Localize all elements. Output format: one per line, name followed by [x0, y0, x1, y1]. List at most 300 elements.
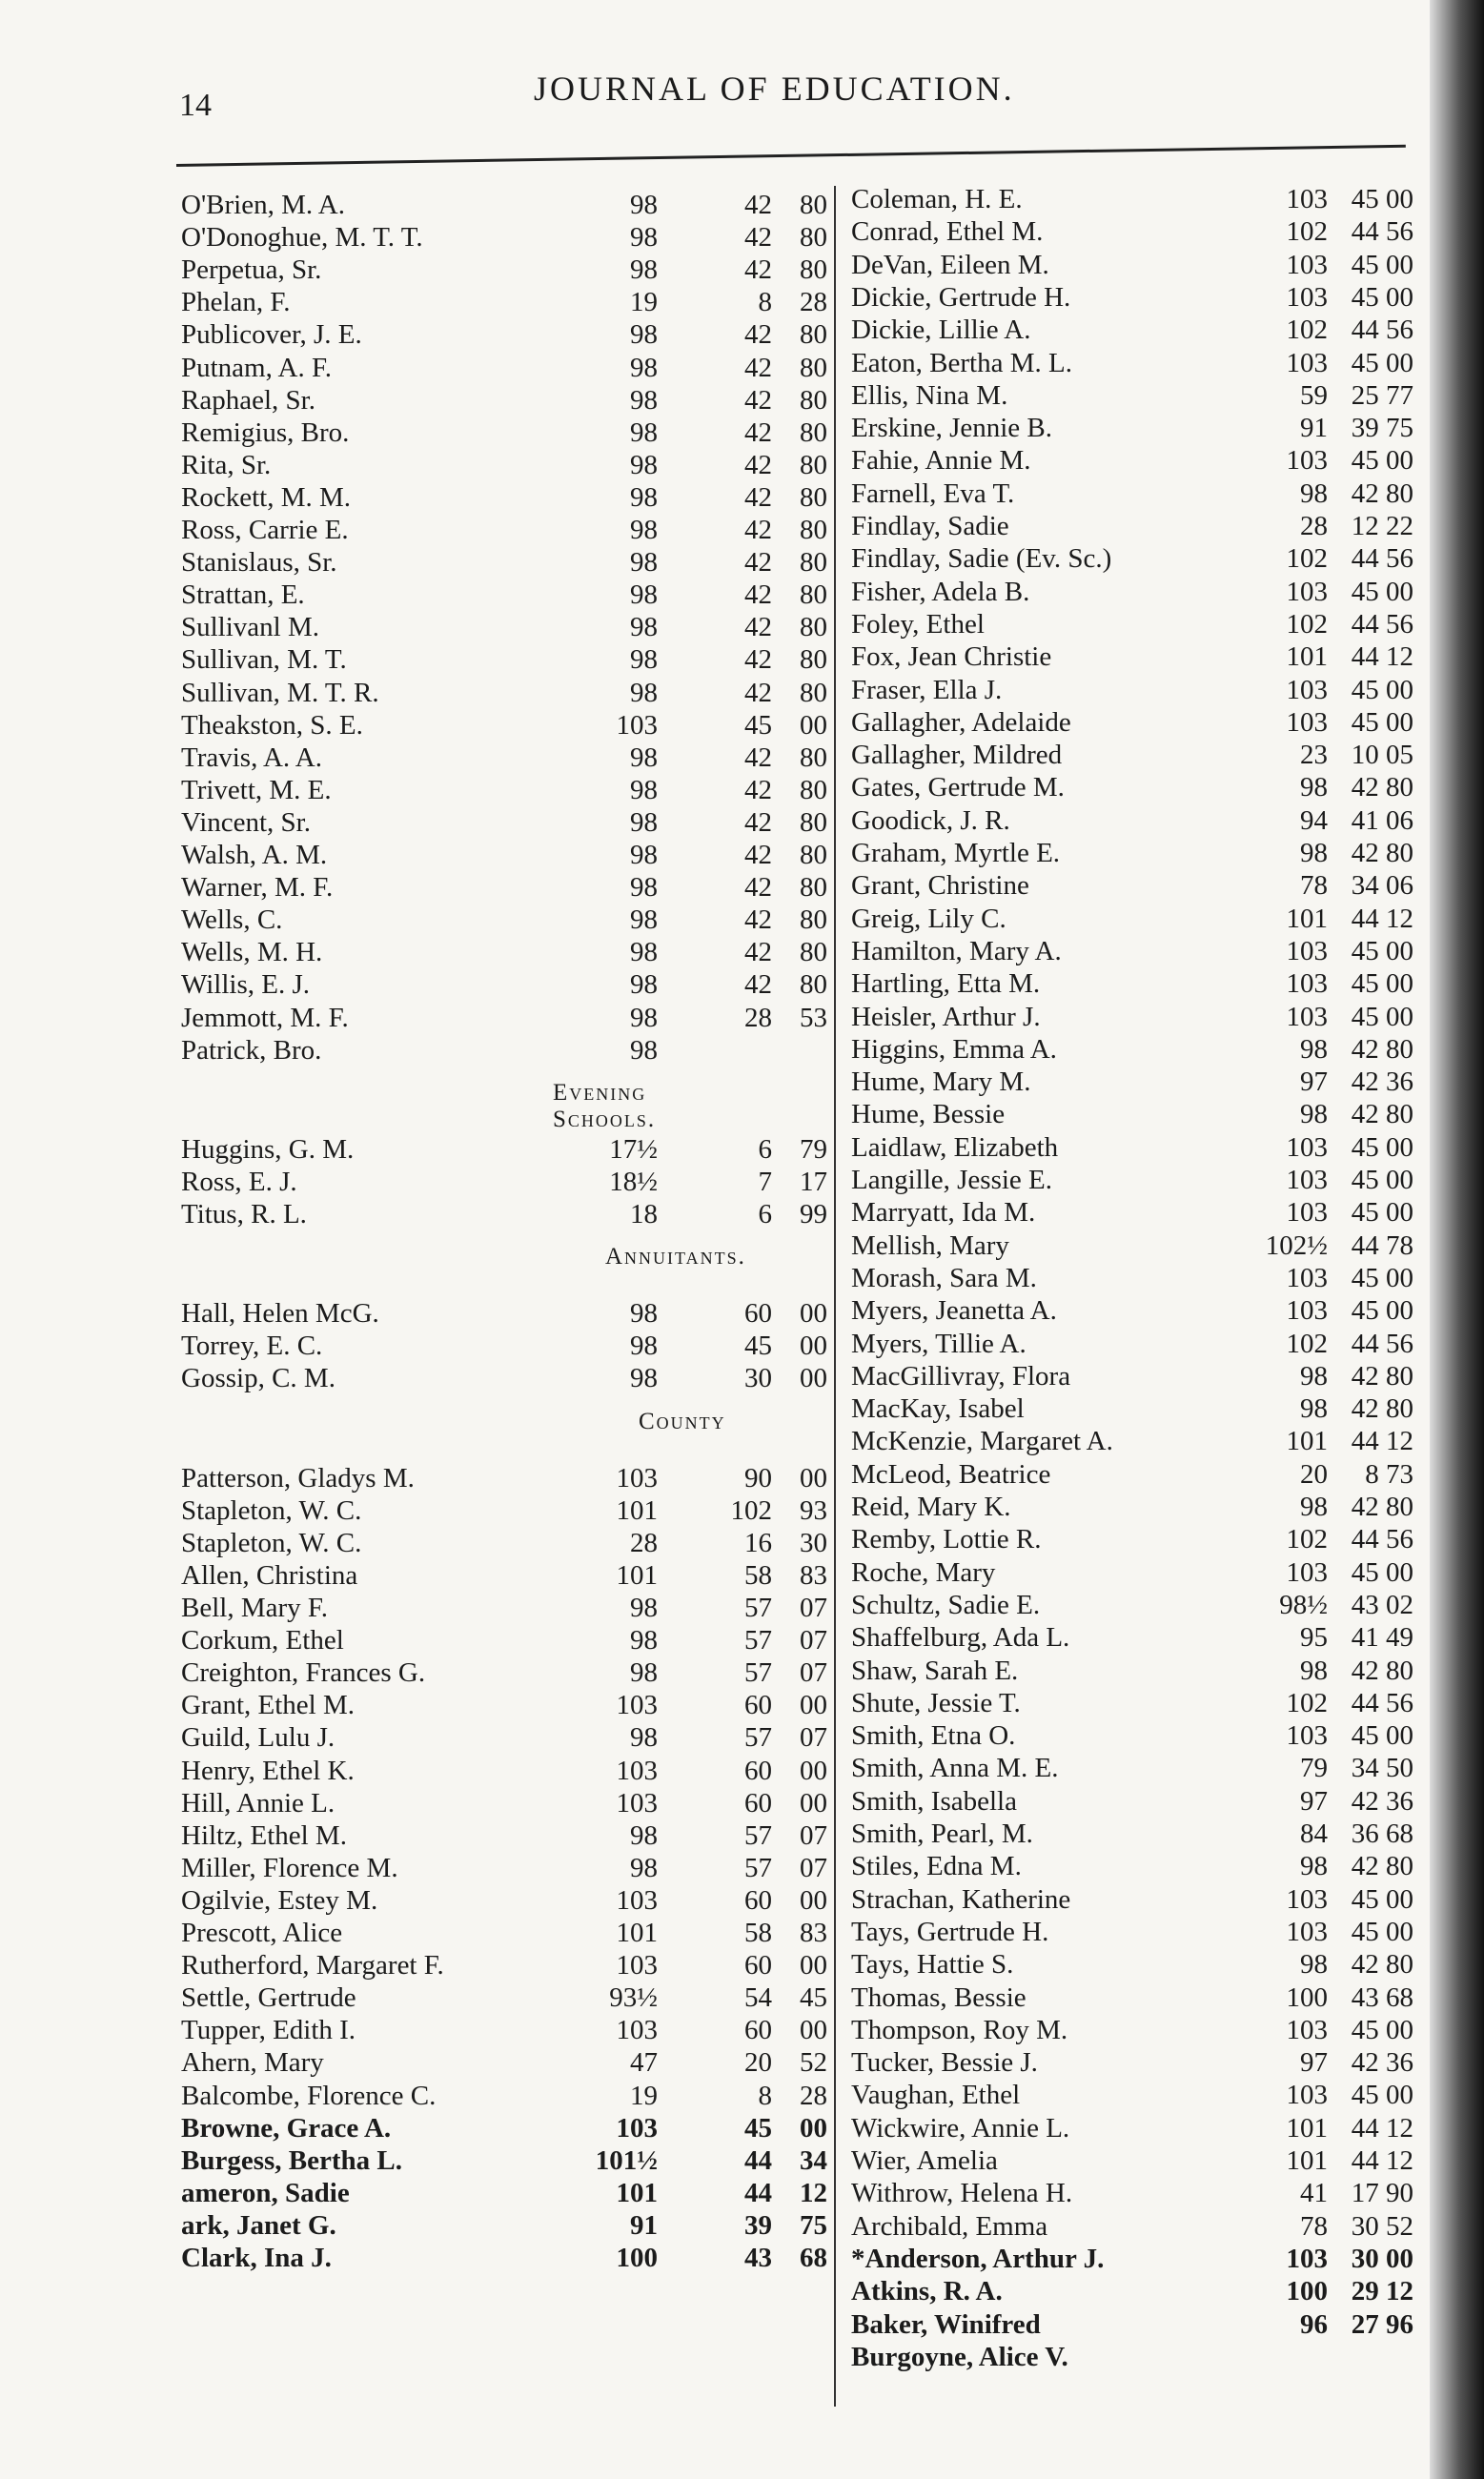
entry-name: Erskine, Jennie B.	[851, 413, 1053, 444]
ledger-row	[851, 2308, 1423, 2341]
entry-days: 103	[1286, 2014, 1328, 2045]
ledger-row	[851, 1262, 1423, 1294]
entry-cents: 07	[800, 1852, 827, 1883]
ledger-row	[851, 935, 1423, 967]
entry-name: Burgoyne, Alice V.	[851, 2341, 1068, 2372]
entry-days: 79	[1300, 1753, 1328, 1784]
entry-dollars: 60	[744, 2015, 772, 2046]
ledger-row	[181, 352, 829, 384]
journal-title: JOURNAL OF EDUCATION.	[534, 70, 1015, 108]
entry-days: 18½	[609, 1166, 658, 1197]
ledger-row	[851, 1719, 1423, 1752]
ledger-row	[851, 1655, 1423, 1687]
entry-name: Fox, Jean Christie	[851, 641, 1052, 673]
ledger-row	[181, 449, 829, 481]
entry-name: Remigius, Bro.	[181, 417, 350, 448]
entry-amount: 45 00	[1351, 1883, 1413, 1915]
entry-dollars: 102	[730, 1494, 772, 1526]
entry-days: 103	[1286, 1556, 1328, 1588]
ledger-row	[181, 1330, 829, 1362]
entry-name: Bell, Mary F.	[181, 1593, 328, 1623]
entry-amount: 44 56	[1351, 1524, 1413, 1555]
entry-amount: 29 12	[1351, 2276, 1413, 2307]
entry-amount: 42 80	[1351, 1851, 1413, 1882]
entry-amount: 10 05	[1351, 740, 1413, 771]
entry-name: Gallagher, Adelaide	[851, 706, 1071, 738]
entry-amount: 45 00	[1351, 2080, 1413, 2111]
entry-name: Titus, R. L.	[181, 1199, 307, 1229]
entry-dollars: 58	[744, 1918, 772, 1948]
entry-dollars: 39	[744, 2209, 772, 2241]
entry-days: 98	[630, 254, 658, 286]
entry-name: McKenzie, Margaret A.	[851, 1426, 1113, 1457]
entry-days: 98	[630, 319, 658, 351]
entry-name: Findlay, Sadie (Ev. Sc.)	[851, 543, 1112, 575]
entry-dollars: 90	[744, 1462, 772, 1493]
ledger-row	[851, 804, 1423, 837]
entry-name: Sullivan, M. T. R.	[181, 677, 379, 708]
entry-dollars: 42	[744, 904, 772, 936]
ledger-row	[181, 221, 829, 254]
ledger-row	[181, 2209, 829, 2242]
entry-days: 100	[1286, 1981, 1328, 2013]
entry-name: Fahie, Annie M.	[851, 445, 1031, 477]
entry-days: 103	[616, 1787, 658, 1819]
ledger-row	[851, 640, 1423, 673]
entry-days: 98	[630, 1331, 658, 1362]
entry-amount: 12 22	[1351, 511, 1413, 541]
entry-amount: 42 80	[1351, 838, 1413, 868]
entry-name: Henry, Ethel K.	[181, 1755, 355, 1786]
entry-days: 28	[1300, 511, 1328, 541]
entry-amount: 44 12	[1351, 2145, 1413, 2176]
ledger-row	[181, 1949, 829, 1981]
entry-days: 78	[1300, 2210, 1328, 2242]
entry-amount: 45 00	[1351, 1001, 1413, 1032]
ledger-row	[851, 1687, 1423, 1719]
entry-cents: 93	[800, 1494, 827, 1526]
ledger-row	[181, 904, 829, 936]
entry-name: Creighton, Frances G.	[181, 1657, 426, 1689]
entry-dollars: 45	[744, 2112, 772, 2144]
entry-name: Smith, Pearl, M.	[851, 1819, 1033, 1849]
ledger-row	[851, 674, 1423, 706]
entry-amount: 42 80	[1351, 1655, 1413, 1686]
entry-dollars: 57	[744, 1819, 772, 1851]
entry-days: 103	[1286, 249, 1328, 280]
entry-name: Grant, Christine	[851, 870, 1029, 902]
entry-dollars: 45	[744, 1331, 772, 1362]
entry-days: 103	[616, 1884, 658, 1916]
ledger-row	[851, 967, 1423, 1000]
ledger-row	[181, 2144, 829, 2177]
entry-days: 98	[630, 449, 658, 480]
entry-dollars: 42	[744, 677, 772, 708]
entry-days: 102	[1286, 543, 1328, 575]
ledger-row	[851, 1883, 1423, 1916]
ledger-row	[851, 281, 1423, 314]
entry-cents: 80	[800, 222, 827, 254]
entry-days: 98	[630, 1593, 658, 1623]
entry-dollars: 42	[744, 840, 772, 870]
entry-days: 98	[630, 612, 658, 643]
entry-name: Ross, E. J.	[181, 1166, 297, 1197]
entry-amount: 36 68	[1351, 1819, 1413, 1849]
ledger-row	[851, 1491, 1423, 1523]
entry-days: 98	[630, 1625, 658, 1656]
entry-cents: 00	[800, 1884, 827, 1916]
entry-cents: 80	[800, 644, 827, 676]
entry-dollars: 42	[744, 515, 772, 545]
ledger-row	[851, 2079, 1423, 2111]
entry-dollars: 16	[744, 1527, 772, 1558]
entry-name: Stapleton, W. C.	[181, 1494, 362, 1526]
entry-cents: 53	[800, 1002, 827, 1033]
entry-days: 98	[630, 1852, 658, 1883]
entry-cents: 07	[800, 1819, 827, 1851]
entry-name: Findlay, Sadie	[851, 511, 1009, 541]
entry-name: Sullivan, M. T.	[181, 644, 347, 676]
ledger-row	[181, 384, 829, 417]
entry-days: 102	[1286, 315, 1328, 346]
entry-name: Trivett, M. E.	[181, 774, 332, 805]
ledger-row	[851, 1131, 1423, 1164]
entry-days: 102	[1286, 1524, 1328, 1555]
entry-name: Walsh, A. M.	[181, 840, 328, 870]
entry-cents: 45	[800, 1982, 827, 2014]
entry-days: 18	[630, 1199, 658, 1229]
entry-amount: 44 56	[1351, 608, 1413, 640]
entry-name: Rita, Sr.	[181, 449, 272, 480]
entry-amount: 44 12	[1351, 1426, 1413, 1457]
entry-name: Strattan, E.	[181, 579, 305, 611]
entry-name: Foley, Ethel	[851, 608, 985, 640]
entry-days: 103	[616, 1950, 658, 1981]
entry-days: 103	[616, 1755, 658, 1786]
ledger-row	[181, 1362, 829, 1394]
ledger-row	[851, 2144, 1423, 2177]
entry-days: 103	[1286, 2080, 1328, 2111]
entry-amount: 42 80	[1351, 772, 1413, 803]
entry-days: 97	[1300, 1785, 1328, 1817]
entry-days: 98	[1300, 1655, 1328, 1686]
entry-days: 98	[630, 579, 658, 611]
ledger-row	[851, 1523, 1423, 1555]
entry-name: Hartling, Etta M.	[851, 968, 1041, 1000]
entry-days: 103	[1286, 1720, 1328, 1752]
ledger-row	[851, 869, 1423, 902]
entry-days: 98	[630, 547, 658, 579]
entry-cents: 17	[800, 1166, 827, 1197]
entry-name: Withrow, Helena H.	[851, 2178, 1073, 2209]
entry-amount: 45 00	[1351, 935, 1413, 966]
entry-name: DeVan, Eileen M.	[851, 249, 1049, 280]
entry-dollars: 45	[744, 709, 772, 741]
entry-days: 98	[1300, 1393, 1328, 1425]
entry-name: Hamilton, Mary A.	[851, 935, 1062, 966]
entry-dollars: 6	[758, 1133, 772, 1165]
entry-amount: 45 00	[1351, 1916, 1413, 1947]
entry-name: Fraser, Ella J.	[851, 674, 1003, 705]
entry-amount: 42 80	[1351, 478, 1413, 509]
entry-dollars: 60	[744, 1298, 772, 1330]
entry-dollars: 30	[744, 1363, 772, 1394]
column-divider	[834, 186, 836, 2407]
entry-days: 102	[1286, 216, 1328, 248]
ledger-row	[851, 542, 1423, 575]
ledger-row	[851, 739, 1423, 771]
entry-name: Smith, Anna M. E.	[851, 1753, 1059, 1784]
entry-cents: 12	[800, 2177, 827, 2208]
ledger-row	[181, 1852, 829, 1884]
entry-days: 98	[630, 515, 658, 545]
entry-days: 103	[616, 1462, 658, 1493]
entry-days: 98	[1300, 1851, 1328, 1882]
ledger-row	[851, 1001, 1423, 1033]
entry-days: 98	[630, 481, 658, 513]
entry-name: Higgins, Emma A.	[851, 1033, 1057, 1065]
ledger-row	[181, 742, 829, 774]
entry-name: Raphael, Sr.	[181, 384, 315, 416]
ledger-row	[181, 1787, 829, 1819]
entry-name: Goodick, J. R.	[851, 804, 1010, 836]
entry-name: Morash, Sara M.	[851, 1262, 1037, 1293]
entry-cents: 00	[800, 1363, 827, 1394]
entry-name: Tupper, Edith I.	[181, 2015, 356, 2046]
entry-name: Eaton, Bertha M. L.	[851, 347, 1072, 378]
entry-name: Tucker, Bessie J.	[851, 2047, 1038, 2079]
entry-days: 103	[616, 709, 658, 741]
entry-amount: 42 80	[1351, 1099, 1413, 1130]
entry-amount: 45 00	[1351, 184, 1413, 214]
entry-amount: 42 36	[1351, 2047, 1413, 2079]
entry-name: Vaughan, Ethel	[851, 2080, 1021, 2111]
entry-name: Ahern, Mary	[181, 2047, 324, 2079]
entry-name: Hume, Bessie	[851, 1099, 1006, 1130]
ledger-row	[851, 2014, 1423, 2046]
entry-dollars: 42	[744, 417, 772, 448]
ledger-row	[851, 1392, 1423, 1425]
ledger-row	[181, 774, 829, 806]
entry-name: Shute, Jessie T.	[851, 1687, 1021, 1718]
entry-amount: 41 06	[1351, 804, 1413, 836]
entry-name: Tays, Gertrude H.	[851, 1916, 1049, 1947]
entry-cents: 30	[800, 1527, 827, 1558]
entry-days: 103	[1286, 674, 1328, 705]
entry-name: Prescott, Alice	[181, 1918, 343, 1948]
ledger-row	[851, 379, 1423, 412]
ledger-row	[851, 837, 1423, 869]
entry-name: Putnam, A. F.	[181, 352, 333, 383]
ledger-row	[181, 1624, 829, 1656]
page-number: 14	[179, 88, 212, 123]
entry-cents: 80	[800, 872, 827, 904]
entry-cents: 28	[800, 287, 827, 318]
ledger-row	[851, 903, 1423, 935]
entry-days: 103	[616, 2015, 658, 2046]
ledger-row	[181, 2177, 829, 2209]
ledger-row	[181, 1917, 829, 1949]
entry-dollars: 42	[744, 352, 772, 383]
entry-amount: 42 80	[1351, 1033, 1413, 1065]
ledger-row	[851, 1458, 1423, 1491]
ledger-row	[851, 478, 1423, 510]
entry-name: Reid, Mary K.	[851, 1492, 1011, 1522]
entry-days: 94	[1300, 804, 1328, 836]
entry-dollars: 42	[744, 742, 772, 773]
entry-amount: 42 80	[1351, 1360, 1413, 1392]
entry-cents: 80	[800, 677, 827, 708]
entry-dollars: 6	[758, 1199, 772, 1229]
entry-name: Wier, Amelia	[851, 2145, 998, 2176]
entry-days: 98	[1300, 1949, 1328, 1981]
entry-dollars: 42	[744, 612, 772, 643]
ledger-row	[851, 1850, 1423, 1882]
entry-days: 103	[1286, 2243, 1328, 2274]
entry-dollars: 42	[744, 969, 772, 1001]
entry-amount: 44 56	[1351, 543, 1413, 575]
entry-days: 59	[1300, 379, 1328, 411]
entry-days: 101	[1286, 2112, 1328, 2144]
entry-name: Gates, Gertrude M.	[851, 772, 1065, 803]
entry-cents: 80	[800, 515, 827, 545]
entry-days: 103	[1286, 347, 1328, 378]
entry-days: 91	[630, 2209, 658, 2241]
entry-name: O'Donoghue, M. T. T.	[181, 222, 423, 254]
book-gutter-shadow	[1430, 0, 1484, 2479]
ledger-row	[851, 576, 1423, 608]
ledger-row	[181, 1527, 829, 1559]
entry-days: 103	[1286, 445, 1328, 477]
entry-cents: 00	[800, 1950, 827, 1981]
entry-dollars: 57	[744, 1593, 772, 1623]
entry-name: Willis, E. J.	[181, 969, 310, 1001]
header-rule	[176, 145, 1406, 167]
entry-cents: 80	[800, 937, 827, 968]
entry-days: 101	[616, 2177, 658, 2208]
entry-amount: 34 50	[1351, 1753, 1413, 1784]
ledger-row	[851, 1033, 1423, 1066]
entry-dollars: 42	[744, 872, 772, 904]
entry-days: 98	[630, 677, 658, 708]
entry-amount: 45 00	[1351, 1197, 1413, 1229]
ledger-row	[181, 579, 829, 611]
entry-amount: 45 00	[1351, 1262, 1413, 1293]
entry-cents: 52	[800, 2047, 827, 2079]
ledger-row	[181, 1297, 829, 1330]
entry-name: Travis, A. A.	[181, 742, 323, 773]
entry-days: 19	[630, 287, 658, 318]
entry-name: O'Brien, M. A.	[181, 190, 345, 220]
entry-dollars: 60	[744, 1755, 772, 1786]
entry-days: 101½	[595, 2144, 658, 2176]
entry-name: Phelan, F.	[181, 287, 291, 318]
ledger-row	[851, 1360, 1423, 1392]
entry-days: 98	[630, 1819, 658, 1851]
entry-days: 102	[1286, 1687, 1328, 1718]
entry-amount: 44 12	[1351, 641, 1413, 673]
ledger-row	[851, 1556, 1423, 1589]
entry-cents: 80	[800, 969, 827, 1001]
ledger-row	[851, 1948, 1423, 1981]
entry-name: Wells, M. H.	[181, 937, 323, 968]
entry-amount: 17 90	[1351, 2178, 1413, 2209]
entry-days: 103	[1286, 968, 1328, 1000]
entry-name: Ogilvie, Estey M.	[181, 1884, 378, 1916]
entry-amount: 44 56	[1351, 216, 1413, 248]
entry-cents: 00	[800, 2112, 827, 2144]
entry-cents: 00	[800, 1787, 827, 1819]
entry-days: 93½	[609, 1982, 658, 2014]
entry-days: 98	[630, 742, 658, 773]
entry-dollars: 42	[744, 937, 772, 968]
entry-name: Gossip, C. M.	[181, 1363, 335, 1394]
ledger-row	[181, 286, 829, 318]
ledger-row	[181, 1819, 829, 1852]
entry-name: Tays, Hattie S.	[851, 1949, 1014, 1981]
entry-name: Schultz, Sadie E.	[851, 1589, 1041, 1620]
ledger-row	[851, 608, 1423, 640]
entry-name: ameron, Sadie	[181, 2177, 350, 2208]
entry-cents: 79	[800, 1133, 827, 1165]
entry-name: Torrey, E. C.	[181, 1331, 323, 1362]
entry-name: Coleman, H. E.	[851, 184, 1023, 214]
entry-dollars: 28	[744, 1002, 772, 1033]
entry-days: 98	[630, 417, 658, 448]
entry-name: Marryatt, Ida M.	[851, 1197, 1036, 1229]
entry-amount: 27 96	[1351, 2308, 1413, 2340]
ledger-row	[181, 1656, 829, 1689]
entry-dollars: 8	[758, 2080, 772, 2111]
entry-cents: 28	[800, 2080, 827, 2111]
entry-amount: 45 00	[1351, 249, 1413, 280]
entry-name: Dickie, Gertrude H.	[851, 281, 1071, 313]
entry-name: Jemmott, M. F.	[181, 1002, 349, 1033]
entry-days: 102½	[1265, 1229, 1328, 1261]
ledger-row	[851, 2210, 1423, 2243]
entry-name: MacGillivray, Flora	[851, 1360, 1071, 1392]
ledger-row	[181, 2080, 829, 2112]
entry-amount: 44 78	[1351, 1229, 1413, 1261]
entry-dollars: 57	[744, 1722, 772, 1754]
entry-days: 17½	[609, 1133, 658, 1165]
ledger-row	[181, 481, 829, 514]
entry-dollars: 60	[744, 1884, 772, 1916]
ledger-row	[181, 611, 829, 643]
entry-name: Archibald, Emma	[851, 2210, 1048, 2242]
entry-days: 103	[616, 1690, 658, 1721]
entry-days: 78	[1300, 870, 1328, 902]
entry-days: 96	[1300, 2308, 1328, 2340]
ledger-row	[181, 189, 829, 221]
ledger-row	[851, 510, 1423, 542]
entry-days: 91	[1300, 413, 1328, 444]
ledger-row	[851, 2341, 1423, 2373]
entry-cents: 80	[800, 190, 827, 220]
ledger-row	[851, 249, 1423, 281]
entry-cents: 68	[800, 2243, 827, 2273]
ledger-row	[851, 2275, 1423, 2307]
entry-days: 101	[616, 1494, 658, 1526]
ledger-row	[851, 444, 1423, 477]
entry-cents: 00	[800, 1755, 827, 1786]
entry-amount: 45 00	[1351, 281, 1413, 313]
entry-dollars: 42	[744, 547, 772, 579]
ledger-row	[181, 1002, 829, 1034]
entry-cents: 80	[800, 319, 827, 351]
entry-name: Mellish, Mary	[851, 1229, 1009, 1261]
entry-name: Myers, Tillie A.	[851, 1328, 1027, 1359]
